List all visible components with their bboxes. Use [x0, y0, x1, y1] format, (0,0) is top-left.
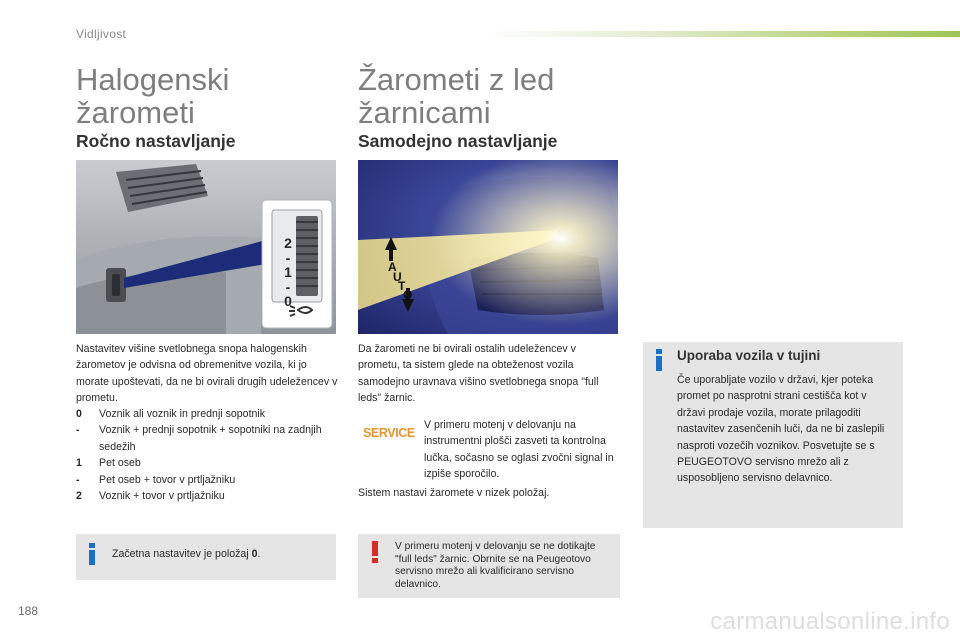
knob-marks [280, 236, 296, 309]
right-title: Žarometi z led žarnicami [358, 62, 555, 130]
auto-letter: O [403, 288, 413, 302]
auto-letter: T [398, 279, 406, 293]
right-subtitle: Samodejno nastavljanje [358, 131, 558, 151]
left-title: Halogenski žarometi [76, 62, 230, 130]
left-subtitle: Ročno nastavljanje [76, 131, 236, 151]
header-accent-bar [486, 31, 960, 37]
warning-text: V primeru motenj v delovanju se ne dotikajte "full leds" žarnic. Obrnite se na Peugeotovo servisno mrežo ali kvalificirano servisno delavnico. [395, 541, 596, 590]
info-icon [88, 543, 96, 565]
left-body-text: Nastavitev višine svetlobnega snopa halogenskih žarometov je odvisna od obremenitve vozila, ki jo morate upoštevati, da ne bi ovirali drugih udeležencev v prometu. [76, 343, 338, 405]
right-body-text: Da žarometi ne bi ovirali ostalih udeležencev v prometu, ta sistem glede na obteženost vozila samodejno uravnava višino svetlobnega snopa "full leds" žarnic. [358, 343, 599, 405]
auto-label [358, 160, 618, 334]
knob-mark: - [285, 278, 291, 295]
watermark: carmanualsonline.info [710, 608, 950, 635]
info-icon [655, 349, 663, 371]
initial-setting-text: Začetna nastavitev je položaj 0. [112, 548, 261, 560]
list-item: - Pet oseb + tovor v prtljažniku [76, 473, 236, 486]
auto-letter: U [393, 270, 402, 284]
list-item: - Voznik + prednji sopotnik + sopotniki na zadnjih sedežih [76, 424, 322, 453]
knob-mark: 2 [284, 235, 292, 251]
dashboard-photo [76, 160, 336, 334]
abroad-text: Če uporabljate vozilo v državi, kjer poteka promet po nasprotni strani cestišča kot v državi prodaje vozila, morate prilagoditi nastavitev zasenčenih luči, da ne bi zaslepili nasproti vozečih voznikov. Posvetujte se s PEUGEOTOVO servisno mrežo ali z usposobljeno servisno delavnico. [677, 374, 885, 485]
list-item: 1 Pet oseb [76, 457, 141, 470]
sistem-text: Sistem nastavi žaromete v nizek položaj. [358, 487, 550, 499]
headlight-photo [358, 160, 618, 334]
service-warning-lamp: SERVICE [363, 426, 415, 440]
knob-mark: 0 [284, 293, 292, 309]
list-item: 2 Voznik + tovor v prtljažniku [76, 490, 225, 503]
auto-letter: A [388, 260, 397, 274]
warning-icon [371, 541, 379, 563]
service-text: V primeru motenj v delovanju na instrumentni plošči zasveti ta kontrolna lučka, sočasno se oglasi zvočni signal in izpiše sporočilo. [424, 419, 614, 481]
page-number: 188 [18, 604, 39, 618]
section-label: Vidljivost [76, 27, 127, 41]
list-item: 0 Voznik ali voznik in prednji sopotnik [76, 408, 266, 420]
dashboard-illustration [76, 160, 336, 334]
load-position-list [76, 406, 338, 504]
knob-mark: - [285, 249, 291, 266]
knob-mark: 1 [284, 264, 292, 280]
abroad-title: Uporaba vozila v tujini [677, 348, 821, 363]
